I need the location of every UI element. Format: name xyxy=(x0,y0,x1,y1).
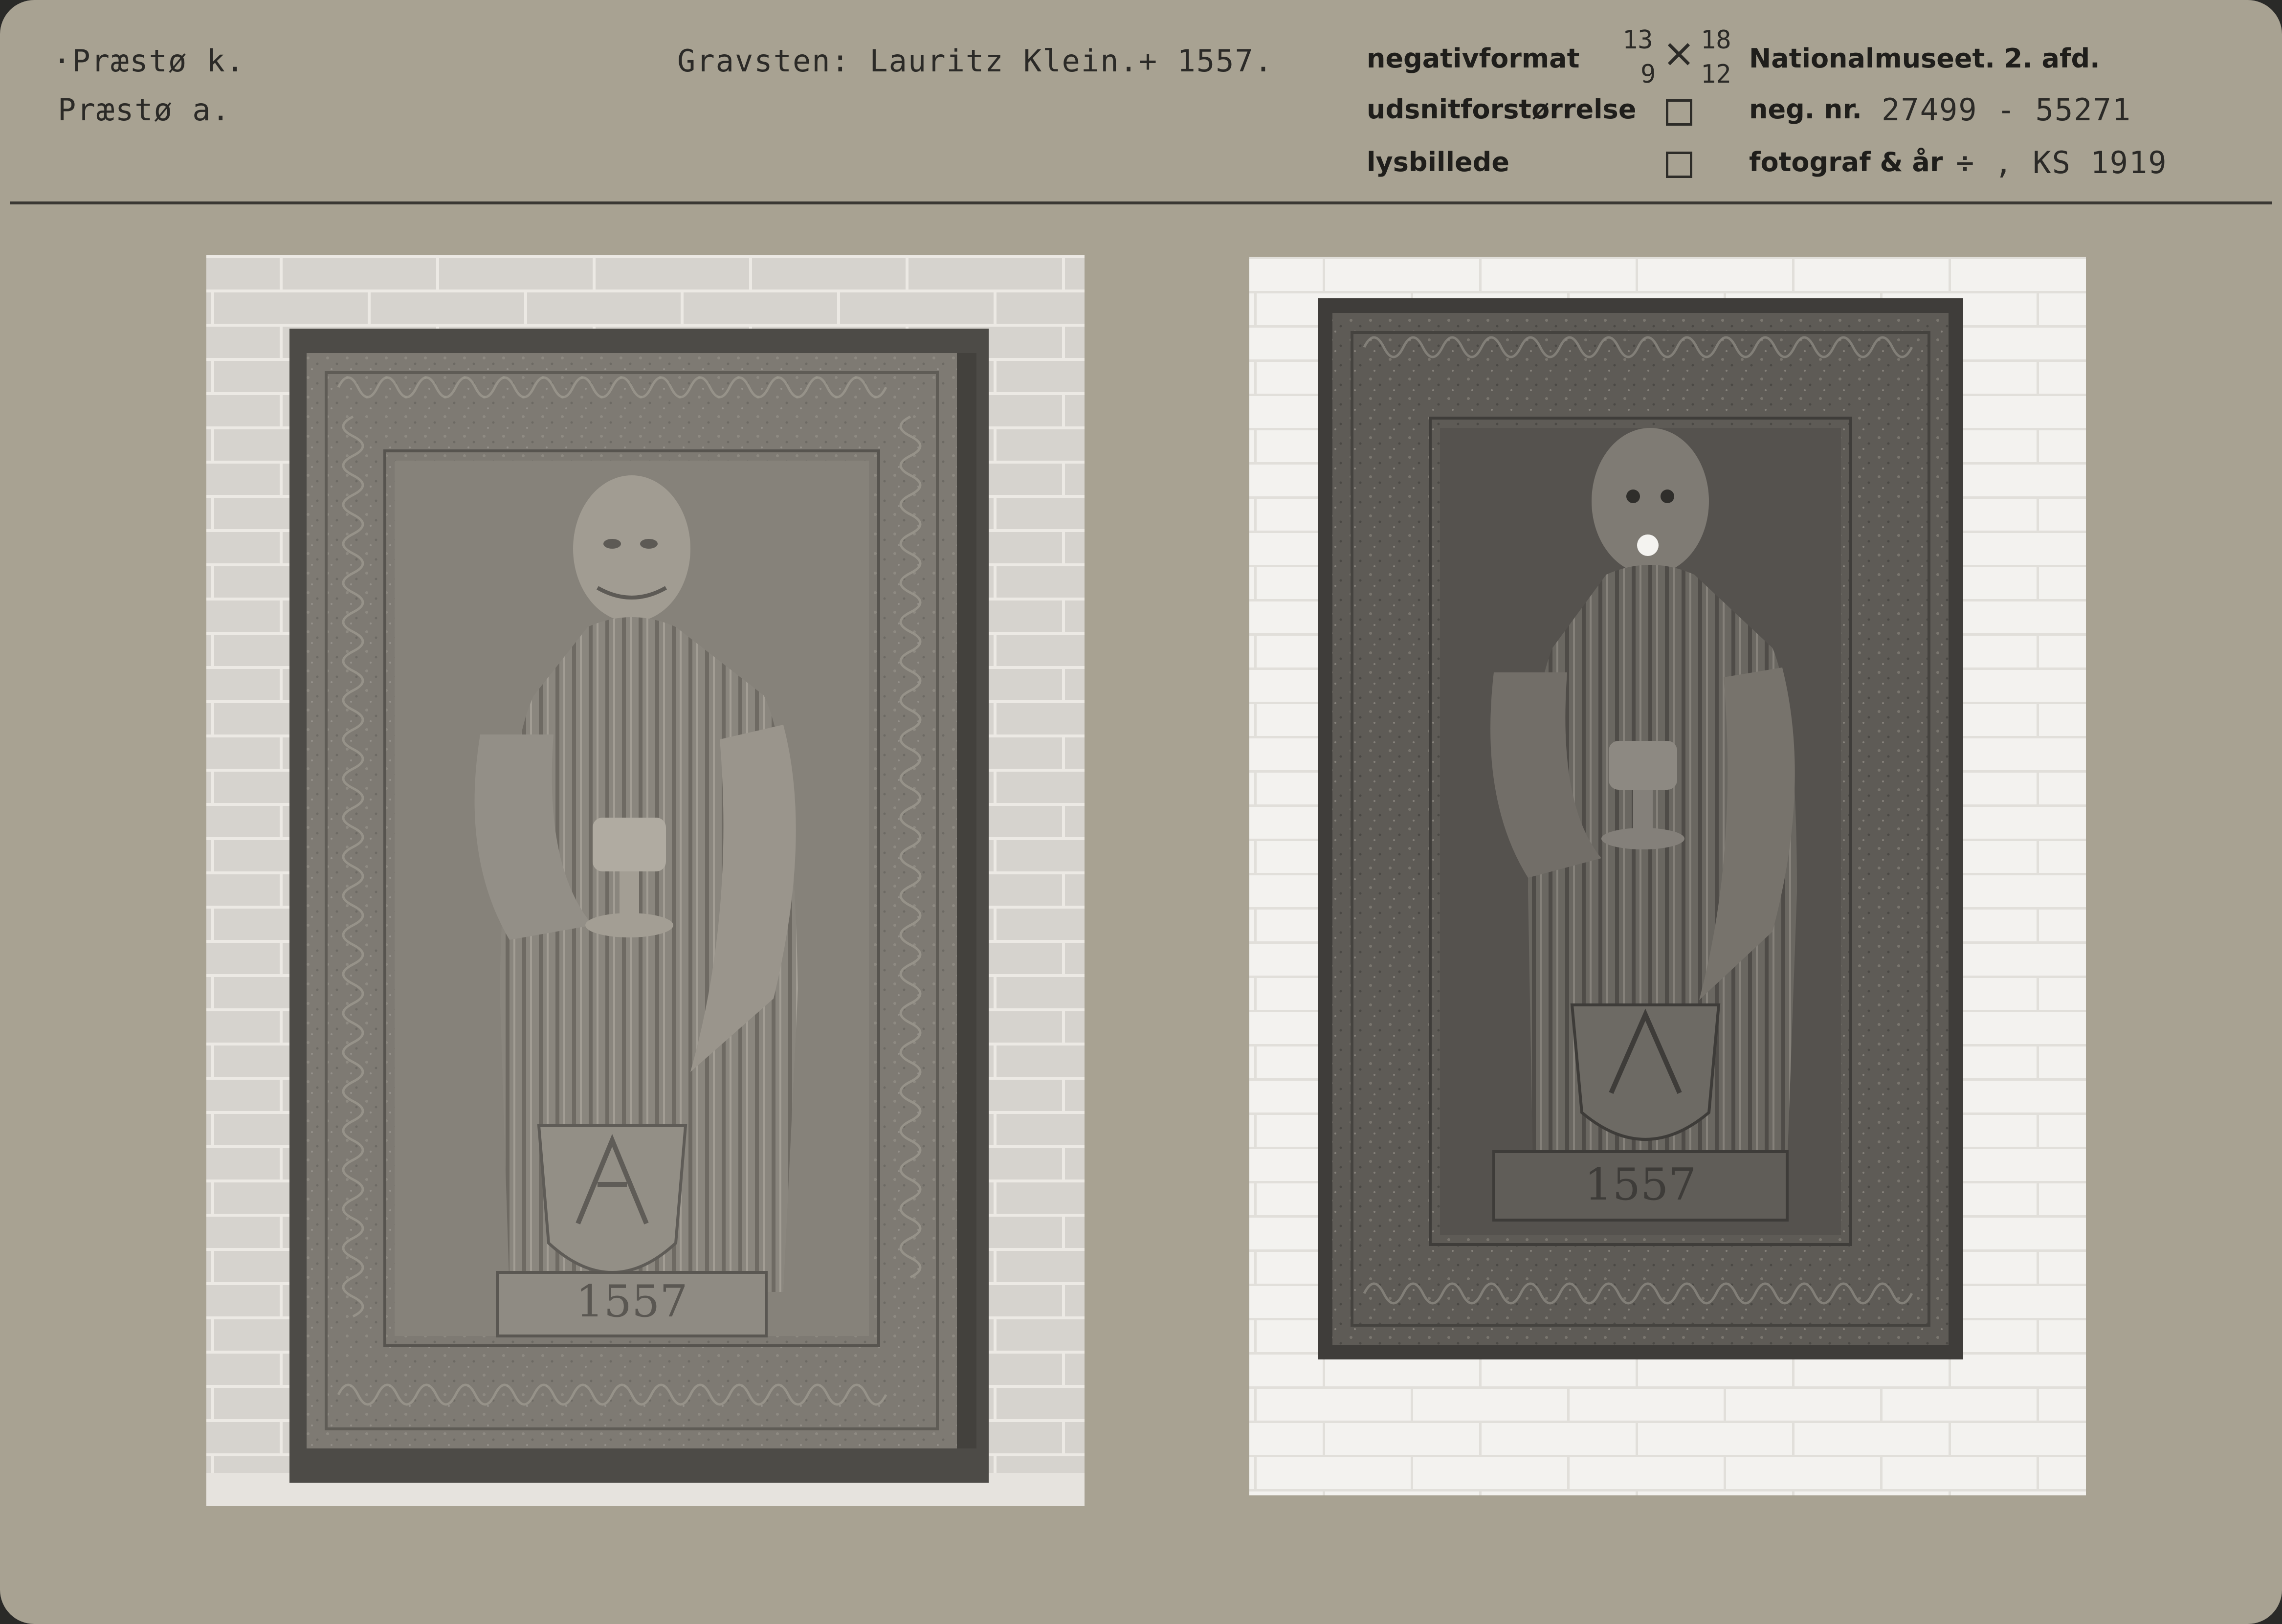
photographer-label: fotograf & år xyxy=(1749,147,1943,178)
crop-enlargement-checkbox xyxy=(1666,99,1692,126)
slide-label: lysbillede xyxy=(1367,147,1509,178)
neg-number-value: 27499 - 55271 xyxy=(1882,92,2132,128)
header-divider xyxy=(10,201,2272,204)
slide-checkbox xyxy=(1666,152,1692,178)
church-label: ·Præstø k. xyxy=(53,43,245,79)
photo-right xyxy=(1249,257,2086,1495)
format-b-top: 18 xyxy=(1701,25,1731,55)
negative-format-label: negativformat xyxy=(1367,43,1580,74)
institution-label: Nationalmuseet. 2. afd. xyxy=(1749,43,2100,74)
format-b-bottom: 12 xyxy=(1701,60,1731,89)
format-a-bottom: 9 xyxy=(1640,60,1656,89)
photo-left xyxy=(206,255,1085,1506)
right-stone-year: 1557 xyxy=(1584,1159,1697,1210)
format-a-top: 13 xyxy=(1622,25,1653,55)
left-stone-year: 1557 xyxy=(576,1276,688,1327)
times-symbol: × xyxy=(1662,30,1696,76)
crop-enlargement-label: udsnitforstørrelse xyxy=(1367,94,1637,125)
subject-title: Gravsten: Lauritz Klein.+ 1557. xyxy=(677,43,1274,79)
parish-label: Præstø a. xyxy=(58,92,231,128)
photographer-value: ÷ , KS 1919 xyxy=(1956,145,2168,180)
neg-number-label: neg. nr. xyxy=(1749,94,1862,125)
